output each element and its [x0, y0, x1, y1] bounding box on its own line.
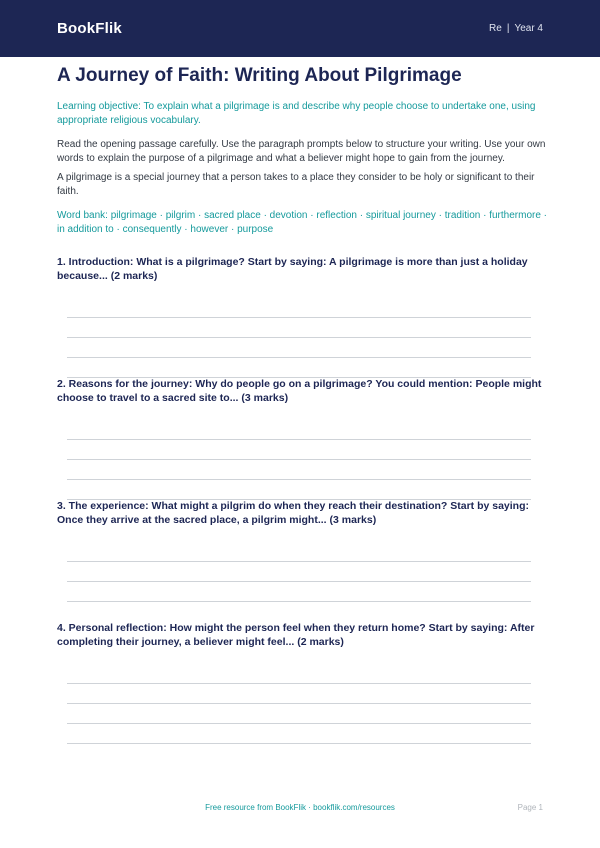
footer-credit[interactable]: Free resource from BookFlik · bookflik.com/resources	[205, 803, 395, 812]
question-4: 4. Personal reflection: How might the person feel when they return home? Start by saying: After completing their journey, a believer might feel... (2 marks)	[57, 622, 535, 648]
answer-line[interactable]	[67, 561, 531, 562]
answer-line[interactable]	[67, 581, 531, 582]
subject-year-label	[489, 23, 543, 34]
subject-label: Re	[489, 23, 502, 34]
separator: |	[506, 23, 510, 34]
answer-line[interactable]	[67, 357, 531, 358]
answer-line[interactable]	[67, 459, 531, 460]
question-1: 1. Introduction: What is a pilgrimage? Start by saying: A pilgrimage is more than just a holiday because... (2 marks)	[57, 256, 528, 282]
answer-line[interactable]	[67, 723, 531, 724]
word-bank: Word bank: pilgrimage · pilgrim · sacred place · devotion · reflection · spiritual journey · tradition · furthermore · in addition to · consequently · however · purpose	[57, 210, 548, 235]
answer-line[interactable]	[67, 337, 531, 338]
question-3: 3. The experience: What might a pilgrim do when they reach their destination? Start by saying: Once they arrive at the sacred place, a pilgrim might... (3 marks)	[57, 500, 530, 526]
answer-line[interactable]	[67, 439, 531, 440]
learning-objective: Learning objective: To explain what a pilgrimage is and describe why people choose to undertake one, using appropriate religious vocabulary.	[57, 101, 536, 126]
page-number: Page 1	[517, 803, 543, 812]
answer-line[interactable]	[67, 743, 531, 744]
answer-line[interactable]	[67, 703, 531, 704]
answer-line[interactable]	[67, 601, 531, 602]
instructions: Read the opening passage carefully. Use the paragraph prompts below to structure your writing. Use your own words to explain the purpose of a pilgrimage and what a believer might hope to gain from the journey.	[57, 139, 546, 164]
header-bar	[0, 0, 600, 57]
brand-logo-text[interactable]: BookFlik	[57, 20, 122, 37]
answer-line[interactable]	[67, 683, 531, 684]
answer-line[interactable]	[67, 317, 531, 318]
page-title: A Journey of Faith: Writing About Pilgrimage	[57, 65, 462, 86]
answer-line[interactable]	[67, 479, 531, 480]
question-2: 2. Reasons for the journey: Why do people go on a pilgrimage? You could mention: People might choose to travel to a sacred site to... (3 marks)	[57, 378, 542, 404]
opening-passage: A pilgrimage is a special journey that a person takes to a place they consider to be holy or significant to their faith.	[57, 172, 535, 197]
year-label: Year 4	[514, 23, 543, 34]
